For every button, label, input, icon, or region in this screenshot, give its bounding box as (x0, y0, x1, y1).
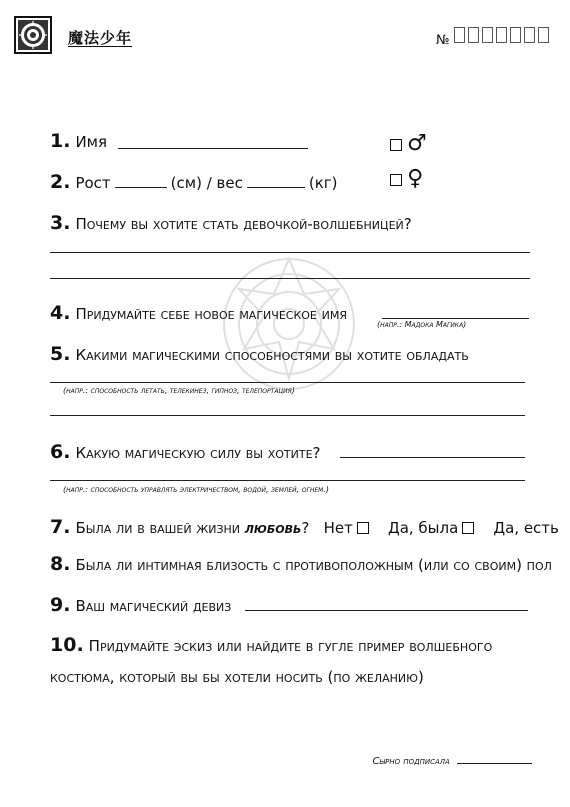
magic-name-label: Придумайте себе новое магическое имя (75, 305, 347, 323)
question-number: 6. (50, 441, 71, 463)
option-no-label: Нет (323, 519, 353, 537)
option-yes-was-checkbox[interactable] (462, 522, 474, 534)
weight-input-line[interactable] (247, 186, 305, 188)
height-input-line[interactable] (115, 186, 167, 188)
female-symbol-icon: ♀ (407, 166, 424, 191)
question-4 (50, 302, 347, 324)
answer-line-5b[interactable] (50, 415, 525, 416)
question-number: 3. (50, 212, 71, 234)
why-magical-girl-label: Почему вы хотите стать девочкой-волшебницей? (75, 215, 412, 233)
option-yes-is-label: Да, есть (493, 519, 559, 537)
love-question-mark: ? (301, 519, 310, 537)
question-10-continued (50, 668, 424, 686)
form-number-boxes (454, 27, 549, 43)
question-9 (50, 594, 231, 616)
answer-line-3b[interactable] (50, 278, 530, 279)
question-number: 8. (50, 553, 71, 575)
love-label: Была ли в вашей жизни (75, 519, 241, 537)
number-box[interactable] (538, 27, 549, 43)
costume-label-line1: Придумайте эскиз или найдите в гугле пример волшебного (88, 637, 493, 655)
magic-name-input-line[interactable] (382, 318, 529, 319)
magic-name-hint: (напр.: Мадока Магика) (377, 320, 467, 329)
height-label: Рост (75, 174, 111, 192)
female-checkbox[interactable] (390, 174, 402, 186)
number-box[interactable] (468, 27, 479, 43)
question-8 (50, 553, 552, 575)
costume-label-line2: костюма, который вы бы хотели носить (по желанию) (50, 668, 424, 686)
name-label: Имя (75, 133, 108, 151)
question-3 (50, 212, 412, 234)
number-box[interactable] (482, 27, 493, 43)
magic-power-label: Какую магическую силу вы хотите? (75, 444, 321, 462)
gender-male-option (386, 133, 427, 155)
answer-line-5a[interactable] (50, 382, 525, 383)
option-no-checkbox[interactable] (357, 522, 369, 534)
weight-unit: (кг) (308, 174, 338, 192)
intimacy-label: Была ли интимная близость с противоположным (или со своим) пол (75, 556, 552, 574)
number-box[interactable] (524, 27, 535, 43)
question-6 (50, 441, 321, 463)
abilities-hint: (напр.: способность летать, телекинез, гипноз, телепортация) (63, 386, 295, 395)
height-unit: (см) / вес (170, 174, 243, 192)
question-7 (50, 516, 559, 538)
question-10 (50, 634, 492, 656)
name-input-line[interactable] (118, 148, 308, 149)
question-number: 1. (50, 130, 71, 152)
number-sign: № (436, 33, 450, 48)
number-box[interactable] (454, 27, 465, 43)
love-emphasis: любовь (244, 519, 302, 537)
question-number: 2. (50, 171, 71, 193)
question-1 (50, 130, 107, 152)
question-number: 9. (50, 594, 71, 616)
answer-line-3a[interactable] (50, 252, 530, 253)
question-number: 7. (50, 516, 71, 538)
signature-label: Сырно подписала (372, 756, 450, 767)
magic-power-input-line[interactable] (340, 457, 525, 458)
answer-line-6b[interactable] (50, 480, 525, 481)
signature-block (372, 756, 536, 767)
question-number: 4. (50, 302, 71, 324)
option-yes-was-label: Да, была (387, 519, 459, 537)
number-box[interactable] (510, 27, 521, 43)
abilities-label: Какими магическими способностями вы хотите обладать (75, 346, 469, 364)
question-5 (50, 343, 469, 365)
male-symbol-icon: ♂ (407, 131, 427, 156)
gender-female-option (386, 168, 423, 190)
magic-power-hint: (напр.: способность управлять электричеством, водой, землей, огнем.) (63, 485, 329, 494)
question-2 (50, 171, 338, 193)
brand-title: 魔法少年 (68, 29, 133, 47)
question-number: 5. (50, 343, 71, 365)
male-checkbox[interactable] (390, 139, 402, 151)
ornament-logo-icon (14, 16, 52, 54)
question-number: 10. (50, 634, 84, 656)
number-box[interactable] (496, 27, 507, 43)
signature-line[interactable] (457, 762, 532, 764)
motto-input-line[interactable] (245, 610, 528, 611)
motto-label: Ваш магический девиз (75, 597, 232, 615)
